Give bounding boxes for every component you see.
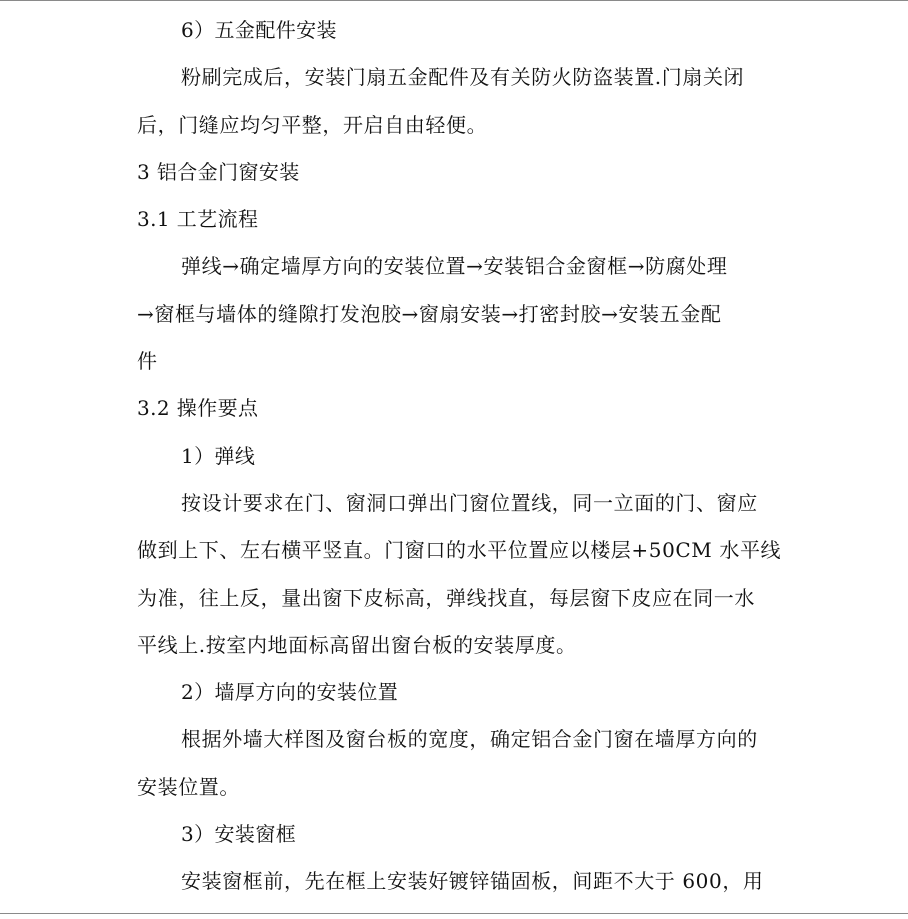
paragraph-line: 粉刷完成后，安装门扇五金配件及有关防火防盗装置.门扇关闭 xyxy=(181,65,745,90)
bottom-page-border xyxy=(0,913,908,914)
section-heading-operation-points: 3.2 操作要点 xyxy=(137,396,259,421)
paragraph-line: 后，门缝应均匀平整，开启自由轻便。 xyxy=(137,112,488,137)
paragraph-line: 做到上下、左右横平竖直。门窗口的水平位置应以楼层+50CM 水平线 xyxy=(137,538,782,563)
paragraph-line: 为准，往上反，量出窗下皮标高，弹线找直，每层窗下皮应在同一水 xyxy=(137,585,755,610)
subsection-heading-install-window-frame: 3）安装窗框 xyxy=(181,822,297,847)
paragraph-line: 按设计要求在门、窗洞口弹出门窗位置线，同一立面的门、窗应 xyxy=(181,490,758,515)
paragraph-line: 根据外墙大样图及窗台板的宽度，确定铝合金门窗在墙厚方向的 xyxy=(181,727,758,752)
paragraph-line: 安装窗框前，先在框上安装好镀锌锚固板，间距不大于 600，用 xyxy=(181,869,764,894)
paragraph-line: 件 xyxy=(137,349,158,374)
paragraph-line: →窗框与墙体的缝隙打发泡胶→窗扇安装→打密封胶→安装五金配 xyxy=(137,301,722,326)
subsection-heading-installation-position: 2）墙厚方向的安装位置 xyxy=(181,680,399,705)
paragraph-line: 安装位置。 xyxy=(137,774,240,799)
section-heading-aluminum-window-installation: 3 铝合金门窗安装 xyxy=(137,159,300,184)
document-page xyxy=(137,7,782,906)
top-page-border xyxy=(0,0,908,1)
paragraph-line: 弹线→确定墙厚方向的安装位置→安装铝合金窗框→防腐处理 xyxy=(181,254,728,279)
paragraph-line: 平线上.按室内地面标高留出窗台板的安装厚度。 xyxy=(137,632,577,657)
section-heading-process-flow: 3.1 工艺流程 xyxy=(137,207,259,232)
subsection-heading-line-marking: 1）弹线 xyxy=(181,443,256,468)
section-heading-hardware-installation: 6）五金配件安装 xyxy=(181,18,337,42)
